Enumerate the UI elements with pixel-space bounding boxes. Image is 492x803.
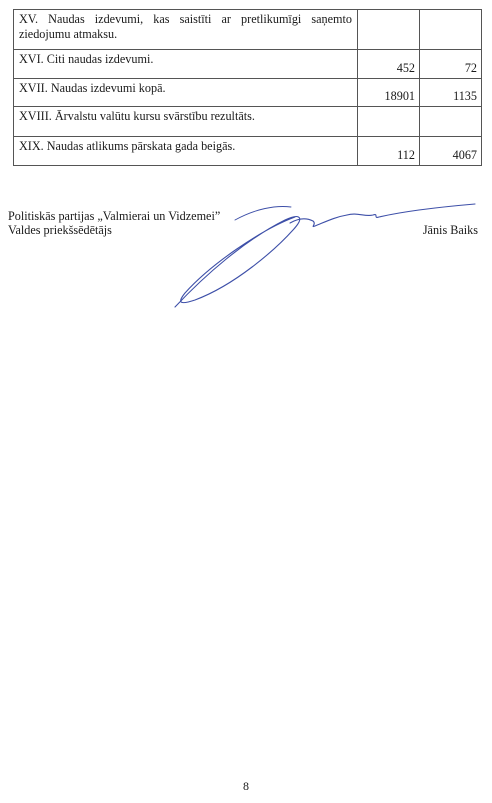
row-label: XVIII. Ārvalstu valūtu kursu svārstību rezultāts. [14,107,358,137]
signatory-role: Valdes priekšsēdētājs [8,223,112,237]
row-value-current: 452 [358,50,420,79]
table-row [14,107,482,137]
page-number: 8 [243,779,249,793]
financial-report-table [13,9,482,166]
signature-stroke [347,204,475,217]
row-label: XIX. Naudas atlikums pārskata gada beigās. [14,137,358,166]
party-name: Politiskās partijas „Valmierai un Vidzemei” [8,209,221,223]
signature-stroke [175,217,300,307]
row-label: XV. Naudas izdevumi, kas saistīti ar pretlikumīgi saņemto ziedojumu atmaksu. [14,10,358,50]
table-row [14,10,482,50]
table-row [14,79,482,107]
row-label: XVI. Citi naudas izdevumi. [14,50,358,79]
signatory-name: Jānis Baiks [422,223,478,237]
row-value-current [358,107,420,137]
row-value-previous [420,10,482,50]
row-value-previous: 4067 [420,137,482,166]
row-value-previous [420,107,482,137]
row-value-current [358,10,420,50]
row-value-current: 18901 [358,79,420,107]
row-label: XVII. Naudas izdevumi kopā. [14,79,358,107]
row-value-current: 112 [358,137,420,166]
signature-stroke [235,207,291,220]
table-row [14,50,482,79]
row-value-previous: 72 [420,50,482,79]
table-row [14,137,482,166]
handwritten-signature [165,195,480,315]
row-value-previous: 1135 [420,79,482,107]
